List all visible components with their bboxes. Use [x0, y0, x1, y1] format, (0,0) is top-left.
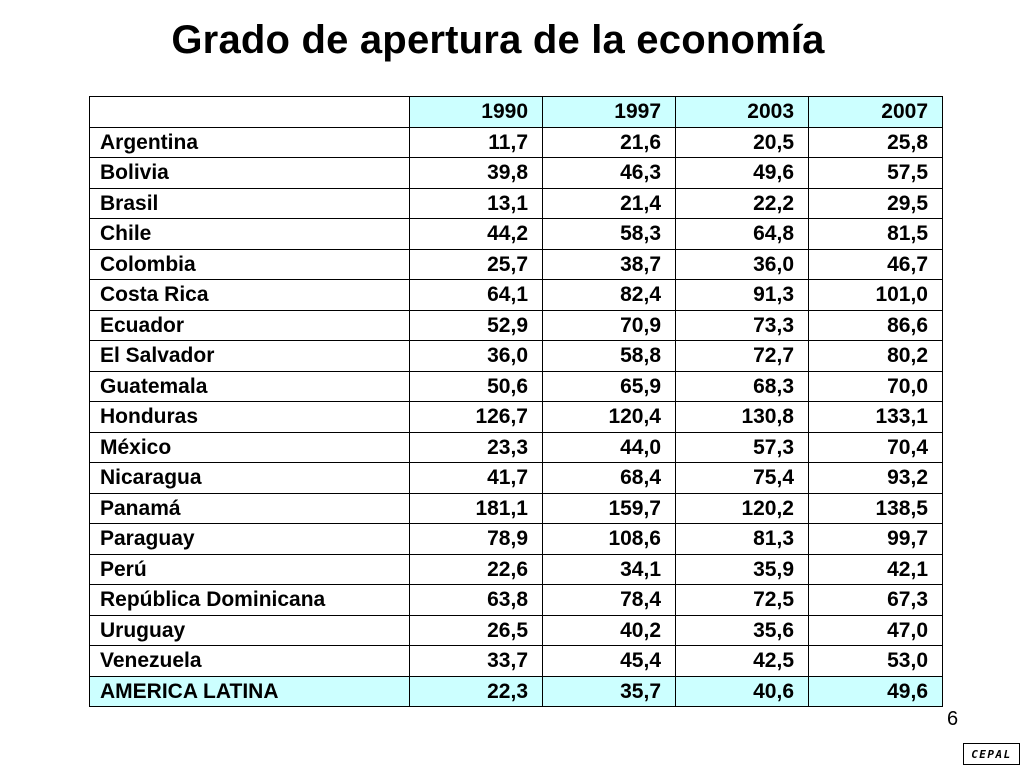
table-row	[90, 493, 943, 524]
value-cell: 86,6	[809, 310, 943, 341]
table-total-row	[90, 676, 943, 707]
value-cell: 44,2	[410, 219, 543, 250]
value-cell: 46,3	[543, 158, 676, 189]
country-cell: El Salvador	[90, 341, 410, 372]
value-cell: 133,1	[809, 402, 943, 433]
value-cell: 68,4	[543, 463, 676, 494]
table-body	[90, 97, 943, 707]
value-cell: 39,8	[410, 158, 543, 189]
value-cell: 20,5	[676, 127, 809, 158]
value-cell: 42,5	[676, 646, 809, 677]
value-cell: 93,2	[809, 463, 943, 494]
value-cell: 108,6	[543, 524, 676, 555]
country-cell: Colombia	[90, 249, 410, 280]
value-cell: 38,7	[543, 249, 676, 280]
table-row	[90, 524, 943, 555]
value-cell: 33,7	[410, 646, 543, 677]
value-cell: 47,0	[809, 615, 943, 646]
value-cell: 22,2	[676, 188, 809, 219]
table-row	[90, 127, 943, 158]
country-cell: Venezuela	[90, 646, 410, 677]
value-cell: 138,5	[809, 493, 943, 524]
country-cell: Costa Rica	[90, 280, 410, 311]
value-cell: 13,1	[410, 188, 543, 219]
value-cell: 46,7	[809, 249, 943, 280]
table-row	[90, 188, 943, 219]
country-cell: Paraguay	[90, 524, 410, 555]
value-cell: 23,3	[410, 432, 543, 463]
value-cell: 35,6	[676, 615, 809, 646]
value-cell: 72,7	[676, 341, 809, 372]
value-cell: 70,9	[543, 310, 676, 341]
table-row	[90, 402, 943, 433]
country-cell: República Dominicana	[90, 585, 410, 616]
value-cell: 181,1	[410, 493, 543, 524]
value-cell: 75,4	[676, 463, 809, 494]
value-cell: 81,5	[809, 219, 943, 250]
table-row	[90, 585, 943, 616]
table-row	[90, 463, 943, 494]
table-row	[90, 371, 943, 402]
table-row	[90, 341, 943, 372]
value-cell: 41,7	[410, 463, 543, 494]
value-cell: 49,6	[676, 158, 809, 189]
page-number: 6	[947, 708, 959, 730]
header-corner-cell	[90, 97, 410, 128]
value-cell: 68,3	[676, 371, 809, 402]
value-cell: 82,4	[543, 280, 676, 311]
value-cell: 91,3	[676, 280, 809, 311]
value-cell: 35,9	[676, 554, 809, 585]
country-cell: Brasil	[90, 188, 410, 219]
value-cell: 26,5	[410, 615, 543, 646]
country-cell: México	[90, 432, 410, 463]
value-cell: 21,6	[543, 127, 676, 158]
country-cell: Nicaragua	[90, 463, 410, 494]
value-cell: 36,0	[410, 341, 543, 372]
country-cell: Perú	[90, 554, 410, 585]
value-cell: 58,8	[543, 341, 676, 372]
header-year-1997: 1997	[543, 97, 676, 128]
value-cell: 42,1	[809, 554, 943, 585]
value-cell: 73,3	[676, 310, 809, 341]
value-cell: 78,4	[543, 585, 676, 616]
table-row	[90, 432, 943, 463]
value-cell: 57,5	[809, 158, 943, 189]
country-cell: Chile	[90, 219, 410, 250]
country-cell: Panamá	[90, 493, 410, 524]
value-cell: 25,7	[410, 249, 543, 280]
value-cell: 53,0	[809, 646, 943, 677]
value-cell: 78,9	[410, 524, 543, 555]
country-cell: Argentina	[90, 127, 410, 158]
value-cell: 64,8	[676, 219, 809, 250]
value-cell: 34,1	[543, 554, 676, 585]
value-cell: 22,6	[410, 554, 543, 585]
value-cell: 63,8	[410, 585, 543, 616]
value-cell: 120,4	[543, 402, 676, 433]
value-cell: 64,1	[410, 280, 543, 311]
header-year-2003: 2003	[676, 97, 809, 128]
value-cell: 67,3	[809, 585, 943, 616]
value-cell: 126,7	[410, 402, 543, 433]
value-cell: 80,2	[809, 341, 943, 372]
value-cell: 58,3	[543, 219, 676, 250]
header-year-2007: 2007	[809, 97, 943, 128]
value-cell: 57,3	[676, 432, 809, 463]
value-cell: 81,3	[676, 524, 809, 555]
value-cell: 99,7	[809, 524, 943, 555]
country-cell: Bolivia	[90, 158, 410, 189]
value-cell: 35,7	[543, 676, 676, 707]
value-cell: 44,0	[543, 432, 676, 463]
value-cell: 22,3	[410, 676, 543, 707]
table-row	[90, 280, 943, 311]
table-row	[90, 158, 943, 189]
table-header-row	[90, 97, 943, 128]
table-row	[90, 615, 943, 646]
value-cell: 101,0	[809, 280, 943, 311]
header-year-1990: 1990	[410, 97, 543, 128]
value-cell: 49,6	[809, 676, 943, 707]
value-cell: 72,5	[676, 585, 809, 616]
value-cell: 120,2	[676, 493, 809, 524]
value-cell: 159,7	[543, 493, 676, 524]
value-cell: 40,6	[676, 676, 809, 707]
slide-title: Grado de apertura de la economía	[171, 18, 825, 62]
value-cell: 21,4	[543, 188, 676, 219]
table-row	[90, 310, 943, 341]
value-cell: 36,0	[676, 249, 809, 280]
cepal-logo	[963, 743, 1020, 765]
value-cell: 11,7	[410, 127, 543, 158]
cepal-logo-text: CEPAL	[971, 747, 1012, 761]
value-cell: 45,4	[543, 646, 676, 677]
value-cell: 65,9	[543, 371, 676, 402]
table-row	[90, 219, 943, 250]
value-cell: 29,5	[809, 188, 943, 219]
country-cell: AMERICA LATINA	[90, 676, 410, 707]
value-cell: 25,8	[809, 127, 943, 158]
value-cell: 130,8	[676, 402, 809, 433]
country-cell: Uruguay	[90, 615, 410, 646]
table-row	[90, 554, 943, 585]
table-row	[90, 646, 943, 677]
openness-table	[89, 96, 943, 707]
value-cell: 50,6	[410, 371, 543, 402]
value-cell: 40,2	[543, 615, 676, 646]
country-cell: Honduras	[90, 402, 410, 433]
value-cell: 70,0	[809, 371, 943, 402]
country-cell: Ecuador	[90, 310, 410, 341]
country-cell: Guatemala	[90, 371, 410, 402]
value-cell: 70,4	[809, 432, 943, 463]
table-row	[90, 249, 943, 280]
value-cell: 52,9	[410, 310, 543, 341]
